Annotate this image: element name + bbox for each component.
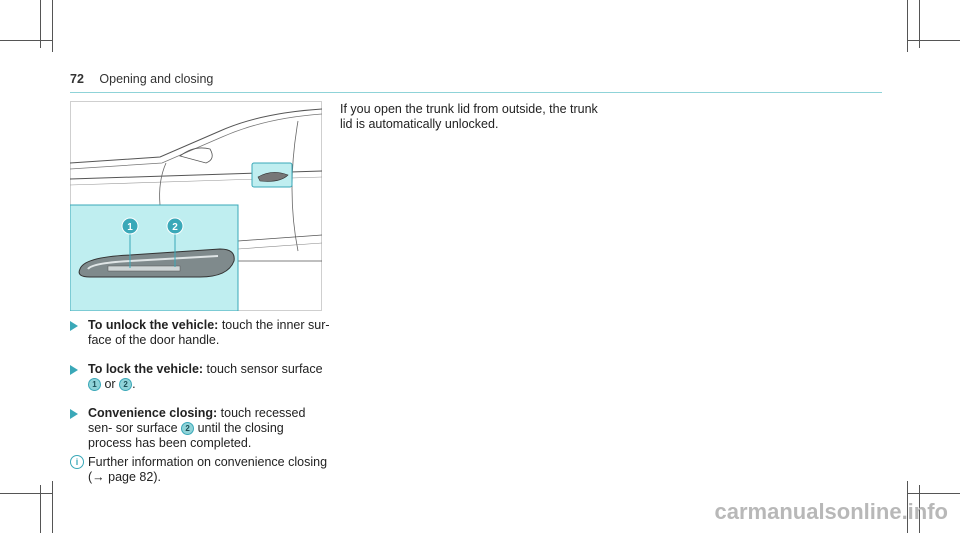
- step-text: until the closing process has been completed.: [88, 421, 284, 450]
- svg-text:2: 2: [172, 222, 178, 233]
- info-note: [70, 455, 330, 485]
- callout-2: [167, 218, 183, 234]
- arrow-icon: [70, 365, 78, 375]
- crop-mark: [0, 493, 52, 494]
- svg-text:1: 1: [127, 222, 133, 233]
- header-rule: [70, 92, 882, 93]
- step-text: touch sensor surface: [203, 362, 323, 376]
- section-title: Opening and closing: [99, 72, 214, 86]
- step-text: touch recessed sen- sor surface: [88, 406, 306, 435]
- arrow-icon: [70, 321, 78, 331]
- step-label: Convenience closing:: [88, 406, 218, 420]
- page-header: [70, 72, 213, 86]
- note-text: Further information on convenience closing (→ page 82).: [88, 455, 328, 484]
- crop-mark: [908, 493, 960, 494]
- crop-mark: [52, 481, 53, 533]
- door-handle-illustration: [70, 101, 322, 311]
- crop-mark: [907, 0, 908, 52]
- instructions: [70, 318, 330, 485]
- step-label: To lock the vehicle:: [88, 362, 204, 376]
- step-text: or: [101, 377, 120, 391]
- step-text: .: [132, 377, 136, 391]
- arrow-icon: [70, 409, 78, 419]
- watermark: carmanualsonline.info: [714, 499, 948, 524]
- step-convenience-closing: [70, 406, 330, 451]
- trunk-note: If you open the trunk lid from outside, the trunk lid is automatically unlocked.: [340, 102, 598, 131]
- step-text: touch the inner sur- face of the door handle.: [88, 318, 330, 347]
- crop-mark: [0, 40, 52, 41]
- crop-mark: [908, 40, 960, 41]
- callout-badge-2: 2: [181, 422, 194, 435]
- crop-mark: [52, 0, 53, 52]
- callout-1: [122, 218, 138, 234]
- page-number: 72: [70, 72, 84, 86]
- step-label: To unlock the vehicle:: [88, 318, 219, 332]
- step-unlock: [70, 318, 330, 348]
- info-icon: i: [70, 455, 84, 469]
- callout-badge-2: 2: [119, 378, 132, 391]
- step-lock: [70, 362, 330, 392]
- callout-badge-1: 1: [88, 378, 101, 391]
